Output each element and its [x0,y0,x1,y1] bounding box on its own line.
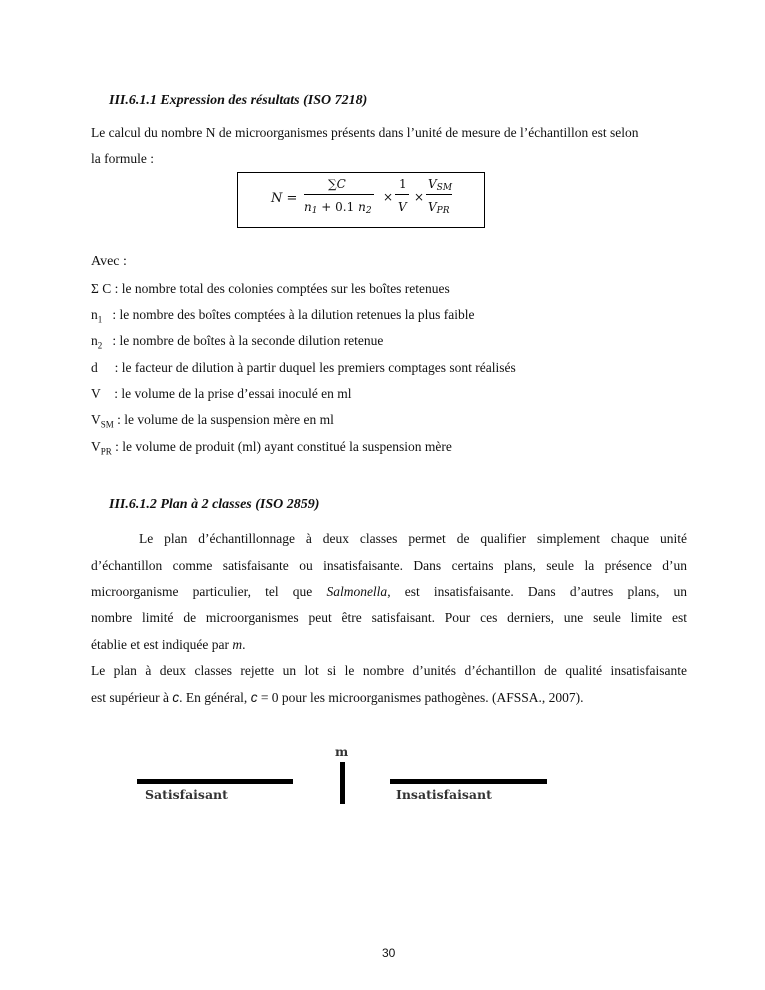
formula-fraction-bar-2 [395,194,409,195]
paragraph-line: Le plan à deux classes rejette un lot si le nombre d’unités d’échantillon de qualité insatisfaisante [91,663,687,678]
scale-m-label: m [335,744,349,759]
formula-lhs: N = [271,191,298,206]
section-heading-plan: III.6.1.2 Plan à 2 classes (ISO 2859) [109,497,320,512]
paragraph-line: établie et est indiquée par m. [91,637,246,652]
formula-frac2-denominator: V [398,200,407,214]
intro-line-1: Le calcul du nombre N de microorganismes présents dans l’unité de mesure de l’échantillon est selon [91,125,639,140]
definition-item: $n_1$ : le nombre des boîtes comptées à la dilution retenues la plus faible [91,307,475,325]
formula-fraction-bar-1 [304,194,374,195]
definition-item: Σ C : le nombre total des colonies comptées sur les boîtes retenues [91,281,450,296]
formula-fraction-bar-3 [426,194,452,195]
definition-item: V : le volume de la prise d’essai inoculé en ml [91,386,352,401]
scale-satisfaisant-label: Satisfaisant [145,787,228,802]
formula-box [237,172,485,228]
definition-item: $n_2$ : le nombre de boîtes à la seconde dilution retenue [91,333,384,351]
scale-insatisfaisant-bar [390,779,547,784]
scale-insatisfaisant-label: Insatisfaisant [396,787,492,802]
paragraph-line: est supérieur à c. En général, c = 0 pour les microorganismes pathogènes. (AFSSA., 2007). [91,690,584,705]
paragraph-line: microorganisme particulier, tel que Salmonella, est insatisfaisante. Dans d’autres plans, un [91,584,687,599]
scale-satisfaisant-bar [137,779,293,784]
formula-numerator: ∑C [328,177,346,191]
formula-times-2: × [414,190,425,204]
definition-item: $V_{PR}$ : le volume de produit (ml) ayant constitué la suspension mère [91,439,452,457]
formula-frac3-denominator: $V_{PR}$ [428,200,450,216]
page-number: 30 [382,946,396,960]
section-heading-expression: III.6.1.1 Expression des résultats (ISO 7218) [109,93,368,108]
scale-limit-m-bar [340,762,345,804]
formula-frac3-numerator: $V_{SM}$ [428,177,453,193]
paragraph-line: nombre limité de microorganismes peut être satisfaisant. Pour ces derniers, une seule limite est [91,610,687,625]
definitions-avec: Avec : [91,254,127,269]
formula-denominator: $n_1 + 0.1$ $n_2$ [304,200,372,216]
definition-item: $V_{SM}$ : le volume de la suspension mère en ml [91,412,334,430]
paragraph-line: d’échantillon comme satisfaisante ou insatisfaisante. Dans certains plans, seule la présence d’un [91,558,687,573]
formula-times-1: × [383,190,394,204]
formula-frac2-numerator: 1 [399,177,407,191]
paragraph-line: Le plan d’échantillonnage à deux classes permet de qualifier simplement chaque unité [139,531,687,546]
definition-item: d : le facteur de dilution à partir duquel les premiers comptages sont réalisés [91,360,516,375]
intro-line-2: la formule : [91,151,154,166]
